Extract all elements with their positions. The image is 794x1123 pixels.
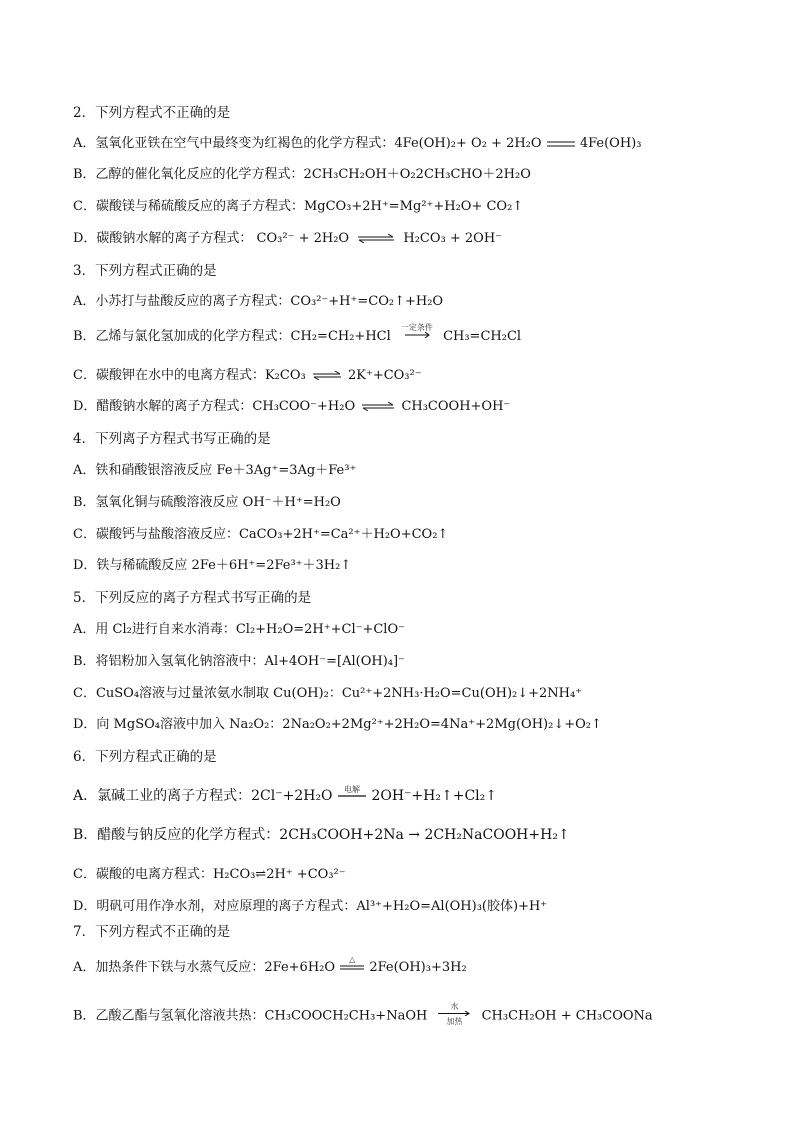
reversible-arrow-icon	[361, 402, 395, 411]
q3-option-a: A．小苏打与盐酸反应的离子方程式：CO₃²⁻+H⁺=CO₂↑+H₂O	[73, 294, 444, 309]
q7-option-a	[73, 955, 467, 977]
reaction-arrow-icon	[437, 1002, 471, 1026]
q6-option-a-text: A．氯碱工业的离子方程式：2Cl⁻+2H₂O	[73, 788, 333, 804]
q7-option-a-text: A．加热条件下铁与水蒸气反应：2Fe+6H₂O	[73, 960, 336, 975]
q6-option-b: B．醋酸与钠反应的化学方程式：2CH₃COOH+2Na → 2CH₂NaCOOH+H₂↑	[73, 827, 570, 843]
equals-double-icon	[546, 140, 576, 148]
q4-stem: 4．下列离子方程式书写正确的是	[73, 431, 271, 447]
q2-option-d	[73, 230, 502, 248]
q2-option-d-text: D．碳酸钠水解的离子方程式： CO₃²⁻ + 2H₂O	[73, 231, 350, 246]
q6-option-a	[73, 784, 497, 805]
q2-option-d-tail: H₂CO₃ + 2OH⁻	[403, 231, 503, 246]
q2-option-c: C．碳酸镁与稀硫酸反应的离子方程式：MgCO₃+2H⁺=Mg²⁺+H₂O+ CO₂↑	[73, 199, 524, 214]
q7-option-b-tail: CH₃CH₂OH + CH₃COONa	[481, 1008, 653, 1024]
q7-option-a-condition: △	[349, 955, 356, 964]
q2-option-a	[73, 135, 641, 153]
q7-option-b-condition-top: 水	[450, 1002, 459, 1011]
reaction-arrow-icon	[399, 323, 435, 338]
q5-option-b: B．将铝粉加入氢氧化钠溶液中：Al+4OH⁻=[Al(OH)₄]⁻	[73, 654, 405, 669]
q3-option-b	[73, 323, 522, 346]
q2-option-a-tail: 4Fe(OH)₃	[579, 136, 642, 151]
q5-stem: 5．下列反应的离子方程式书写正确的是	[73, 590, 312, 606]
heat-condition-icon	[339, 955, 365, 970]
electrolysis-arrow-icon	[337, 785, 367, 798]
q5-option-c: C．CuSO₄溶液与过量浓氨水制取 Cu(OH)₂：Cu²⁺+2NH₃·H₂O=Cu(OH)₂↓+2NH₄⁺	[73, 686, 583, 701]
q4-option-c: C．碳酸钙与盐酸溶液反应：CaCO₃+2H⁺=Ca²⁺＋H₂O+CO₂↑	[73, 527, 449, 542]
reversible-arrow-icon	[357, 234, 395, 243]
q3-option-d	[73, 398, 510, 416]
q5-option-d: D．向 MgSO₄溶液中加入 Na₂O₂：2Na₂O₂+2Mg²⁺+2H₂O=4Na⁺+2Mg(OH)₂↓+O₂↑	[73, 717, 602, 732]
q3-option-d-text: D．醋酸钠水解的离子方程式：CH₃COO⁻+H₂O	[73, 399, 356, 414]
q5-option-a: A．用 Cl₂进行自来水消毒：Cl₂+H₂O=2H⁺+Cl⁻+ClO⁻	[73, 622, 405, 637]
q4-option-d: D．铁与稀硫酸反应 2Fe＋6H⁺=2Fe³⁺＋3H₂↑	[73, 558, 352, 573]
q7-stem: 7．下列方程式不正确的是	[73, 924, 231, 940]
q3-stem: 3．下列方程式正确的是	[73, 263, 217, 279]
q3-option-c	[73, 367, 422, 385]
q4-option-b: B．氢氧化铜与硫酸溶液反应 OH⁻＋H⁺=H₂O	[73, 495, 341, 510]
q6-option-d: D．明矾可用作净水剂，对应原理的离子方程式：Al³⁺+H₂O=Al(OH)₃(胶体)+H⁺	[73, 899, 548, 914]
q6-option-a-condition: 电解	[344, 784, 360, 794]
q4-option-a: A．铁和硝酸银溶液反应 Fe＋3Ag⁺=3Ag＋Fe³⁺	[73, 463, 357, 478]
q2-stem: 2．下列方程式不正确的是	[73, 105, 231, 121]
q7-option-a-tail: 2Fe(OH)₃+3H₂	[369, 960, 467, 975]
q7-option-b-condition-bottom: 加热	[446, 1017, 463, 1026]
q3-option-d-tail: CH₃COOH+OH⁻	[401, 399, 511, 414]
q6-option-a-tail: 2OH⁻+H₂↑+Cl₂↑	[371, 788, 497, 804]
q3-option-c-text: C．碳酸钾在水中的电离方程式：K₂CO₃	[73, 368, 306, 383]
q3-option-b-text: B．乙烯与氯化氢加成的化学方程式：CH₂=CH₂+HCl	[73, 329, 391, 344]
q2-option-b: B．乙醇的催化氧化反应的化学方程式：2CH₃CH₂OH＋O₂2CH₃CHO＋2H₂O	[73, 167, 531, 182]
q6-stem: 6．下列方程式正确的是	[73, 749, 217, 765]
q3-option-b-tail: CH₃=CH₂Cl	[443, 329, 522, 344]
q2-option-a-text: A．氢氧化亚铁在空气中最终变为红褐色的化学方程式：4Fe(OH)₂+ O₂ + 2H₂O	[73, 136, 542, 151]
q6-option-c: C．碳酸的电离方程式：H₂CO₃⇌2H⁺ +CO₃²⁻	[73, 867, 346, 882]
q3-option-c-tail: 2K⁺+CO₃²⁻	[347, 368, 422, 383]
q3-option-b-condition: 一定条件	[400, 323, 433, 332]
reversible-arrow-icon	[312, 371, 342, 380]
q7-option-b-text: B．乙酸乙酯与氢氧化溶液共热：CH₃COOCH₂CH₃+NaOH	[73, 1008, 428, 1024]
q7-option-b	[73, 1004, 653, 1028]
